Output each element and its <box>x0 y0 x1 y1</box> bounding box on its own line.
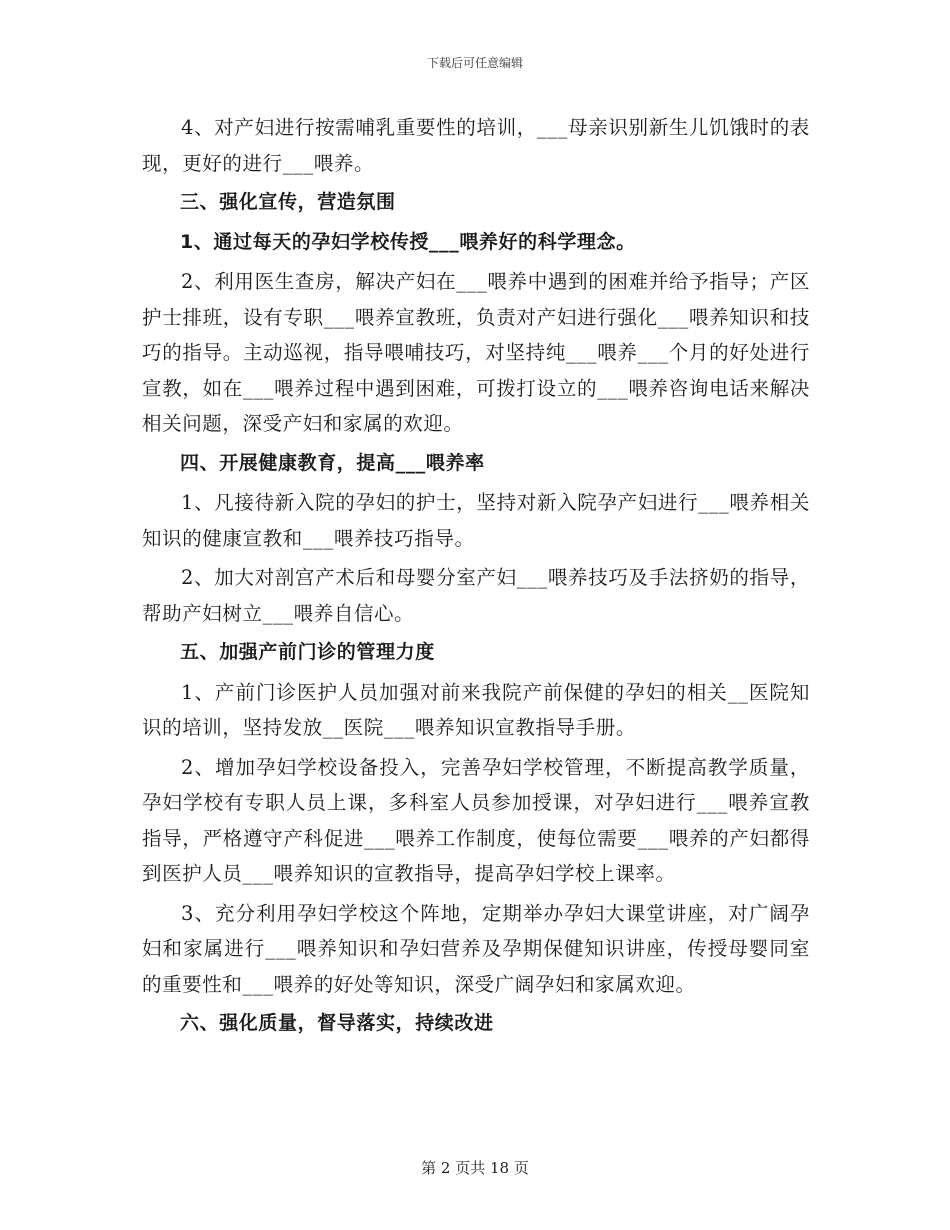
paragraph: 2、增加孕妇学校设备投入，完善孕妇学校管理，不断提高教学质量，孕妇学校有专职人员上课，多科室人员参加授课，对孕妇进行___喂养宣教指导，严格遵守产科促进___喂养工作制度，使每位需要___喂养的产妇都得到医护人员___喂养知识的宣教指导，提高孕妇学校上课率。 <box>142 755 810 885</box>
paragraph: 3、充分利用孕妇学校这个阵地，定期举办孕妇大课堂讲座，对广阔孕妇和家属进行___喂养知识和孕妇营养及孕期保健知识讲座，传授母婴同室的重要性和___喂养的好处等知识，深受广阔孕妇和家属欢迎。 <box>142 901 810 996</box>
section-heading: 六、强化质量，督导落实，持续改进 <box>180 1012 494 1034</box>
section-heading: 五、加强产前门诊的管理力度 <box>180 641 435 663</box>
paragraph: 2、利用医生查房，解决产妇在___喂养中遇到的困难并给予指导；产区护士排班，设有专职___喂养宣教班，负责对产妇进行强化___喂养知识和技巧的指导。主动巡视，指导喂哺技巧，对坚持纯___喂养___个月的好处进行宣教，如在___喂养过程中遇到困难，可拨打设立的___喂养咨询电话来解决相关问题，深受产妇和家属的欢迎。 <box>142 270 810 435</box>
document-body <box>142 110 810 1045</box>
paragraph: 4、对产妇进行按需哺乳重要性的培训，___母亲识别新生儿饥饿时的表现，更好的进行___喂养。 <box>142 116 810 175</box>
paragraph: 1、凡接待新入院的孕妇的护士，坚持对新入院孕产妇进行___喂养相关知识的健康宣教和___喂养技巧指导。 <box>142 491 810 550</box>
section-heading: 1、通过每天的孕妇学校传授___喂养好的科学理念。 <box>180 230 636 253</box>
page-header: 下载后可任意编辑 <box>426 56 523 70</box>
paragraph: 1、产前门诊医护人员加强对前来我院产前保健的孕妇的相关__医院知识的培训，坚持发放__医院___喂养知识宣教指导手册。 <box>142 680 810 739</box>
section-heading: 三、强化宣传，营造氛围 <box>180 191 396 213</box>
paragraph: 2、加大对剖宫产术后和母婴分室产妇___喂养技巧及手法挤奶的指导，帮助产妇树立___喂养自信心。 <box>142 566 810 625</box>
page-footer: 第 2 页共 18 页 <box>421 1159 529 1177</box>
section-heading: 四、开展健康教育，提高___喂养率 <box>180 451 485 474</box>
